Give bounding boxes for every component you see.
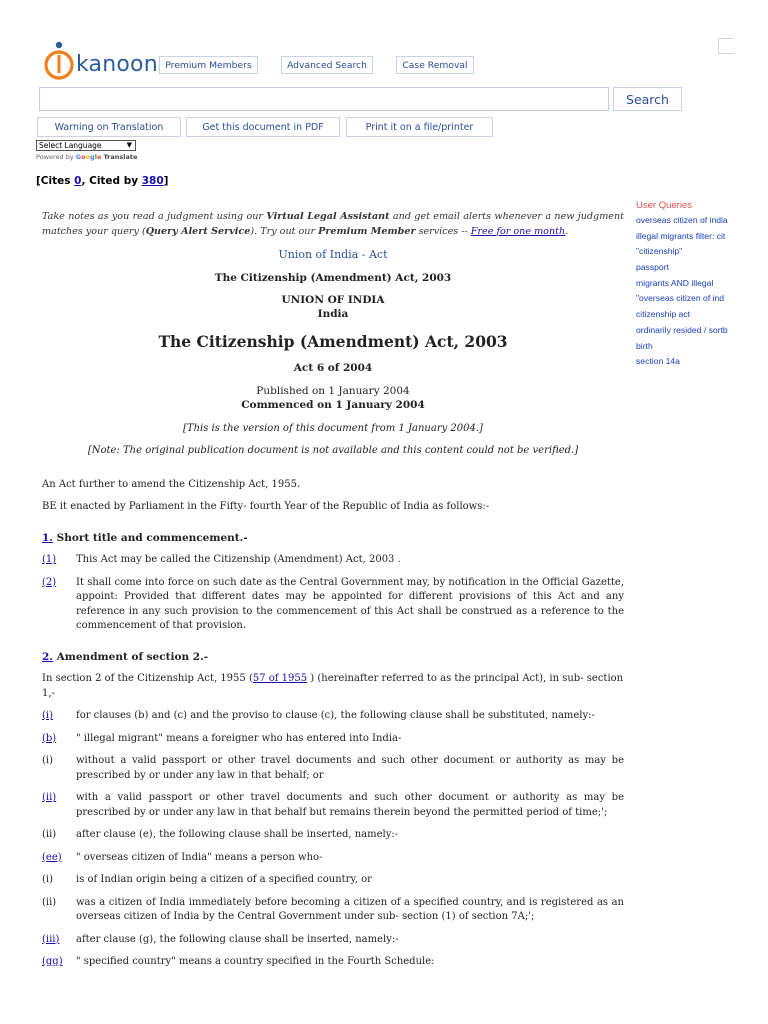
list-item <box>42 754 624 783</box>
promo-text: Take notes as you read a judgment using our <box>42 211 267 222</box>
list-item <box>42 732 624 747</box>
advanced-search-button[interactable]: Advanced Search <box>281 56 373 74</box>
premium-members-button[interactable]: Premium Members <box>159 56 258 74</box>
document-region: UNION OF INDIA <box>281 294 385 306</box>
promo-text: and get email alerts whenever a new judgment matches your query ( <box>42 211 625 237</box>
clause-number-link[interactable]: (1) <box>42 554 57 565</box>
list-item <box>42 873 624 888</box>
cites-middle: , Cited by <box>81 175 142 187</box>
logo-text: kanoon <box>76 52 158 77</box>
clause-text: after clause (e), the following clause shall be inserted, namely:- <box>76 829 399 840</box>
user-query-link[interactable]: section 14a <box>636 356 680 367</box>
list-item <box>42 576 624 634</box>
clause-text: " specified country" means a country specified in the Fourth Schedule: <box>76 956 435 967</box>
section-2-link[interactable]: 2. <box>42 650 53 663</box>
clause-text: after clause (g), the following clause shall be inserted, namely:- <box>76 933 399 945</box>
cites-close: ] <box>163 175 169 187</box>
clause-text: without a valid passport or other travel documents and such other document or authority as may be prescribed by or under any law in that behalf; or <box>76 755 624 781</box>
document-short-title: The Citizenship (Amendment) Act, 2003 <box>214 271 452 284</box>
clause-number-link[interactable]: (ee) <box>42 851 62 863</box>
clause-number-link[interactable]: (ii) <box>42 792 57 803</box>
published-date: Published on 1 January 2004 <box>256 384 410 397</box>
case-removal-button[interactable]: Case Removal <box>396 56 474 74</box>
chevron-down-icon: ▼ <box>126 141 132 149</box>
language-select[interactable] <box>36 140 136 151</box>
document-title: The Citizenship (Amendment) Act, 2003 <box>158 332 508 351</box>
clause-text: is of Indian origin being a citizen of a specified country, or <box>76 874 372 885</box>
document-country: India <box>317 308 349 320</box>
cited-by-count-link[interactable]: 380 <box>141 175 164 187</box>
clause-text: This Act may be called the Citizenship (Amendment) Act, 2003 . <box>76 554 401 565</box>
document-body <box>42 210 624 970</box>
preamble: An Act further to amend the Citizenship Act, 1955. <box>42 478 301 490</box>
list-item <box>42 791 624 820</box>
clause-number: (ii) <box>42 896 57 908</box>
clause-number: (i) <box>42 874 54 885</box>
list-item <box>42 896 624 925</box>
clause-number: (i) <box>42 755 54 766</box>
print-button[interactable]: Print it on a file/printer <box>346 117 493 137</box>
user-query-link[interactable]: ordinarily resided / sortb <box>636 324 728 335</box>
promo-premium-member: Premium Member <box>318 225 416 237</box>
clause-text: with a valid passport or other travel documents and such other document or authority as may be prescribed by or under any law in that behalf but remains therein beyond the permitted period of time;'; <box>76 792 624 818</box>
act-number: Act 6 of 2004 <box>293 362 373 374</box>
cites-open: [Cites <box>36 175 75 187</box>
user-queries-title: User Queries <box>636 200 692 211</box>
user-query-link[interactable]: passport <box>636 262 669 273</box>
get-pdf-button[interactable]: Get this document in PDF <box>186 117 340 137</box>
clause-number: (ii) <box>42 829 57 840</box>
citation-counts <box>36 175 168 187</box>
clause-text: " illegal migrant" means a foreigner who has entered into India- <box>76 732 402 744</box>
clause-number-link[interactable]: (gg) <box>42 956 63 967</box>
indian-kanoon-logo[interactable] <box>42 38 158 84</box>
premium-promo-text <box>42 210 624 239</box>
promo-text: ). Try out our <box>250 225 319 237</box>
user-query-link[interactable]: "overseas citizen of ind <box>636 293 725 304</box>
list-item <box>42 553 624 568</box>
intro-text: ) (hereinafter referred to as the principal Act), in sub- section 1,- <box>42 673 624 699</box>
section-2-heading <box>42 650 624 665</box>
search-button[interactable]: Search <box>613 87 682 111</box>
commenced-date: Commenced on 1 January 2004 <box>241 398 425 411</box>
promo-query-alert: Query Alert Service <box>145 225 251 237</box>
section-1-title: Short title and commencement.- <box>52 531 248 544</box>
clause-text: for clauses (b) and (c) and the proviso to clause (c), the following clause shall be substituted, namely:- <box>76 710 595 721</box>
user-query-link[interactable]: birth <box>636 340 653 351</box>
user-queries-sidebar <box>636 199 734 370</box>
clause-number-link[interactable]: (i) <box>42 710 54 721</box>
list-item <box>42 828 624 843</box>
list-item <box>42 851 624 866</box>
intro-text: In section 2 of the Citizenship Act, 1955 ( <box>42 673 253 684</box>
user-query-link[interactable]: illegal migrants filter: cit <box>636 230 726 241</box>
section-1-heading <box>42 531 624 546</box>
user-query-link[interactable]: citizenship act <box>636 309 690 320</box>
cites-count-link[interactable]: 0 <box>74 175 82 187</box>
act-reference-link[interactable]: 57 of 1955 <box>252 673 308 684</box>
clause-text: " overseas citizen of India" means a person who- <box>76 851 323 863</box>
section-2-intro <box>42 672 624 701</box>
promo-text: services -- <box>415 225 471 237</box>
section-2-title: Amendment of section 2.- <box>52 650 209 663</box>
translate-link[interactable]: Translate <box>103 153 138 161</box>
jurisdiction-heading: Union of India - Act <box>278 248 388 261</box>
promo-text: . <box>565 225 569 237</box>
list-item <box>42 955 624 970</box>
powered-by-label: Powered by <box>36 153 74 161</box>
promo-virtual-assistant: Virtual Legal Assistant <box>266 211 390 222</box>
warning-on-translation-button[interactable]: Warning on Translation <box>37 117 181 137</box>
clause-text: was a citizen of India immediately before becoming a citizen of a specified country, and is registered as an overseas citizen of India by the Central Government under sub- section (1) of section 7A;'; <box>76 896 624 922</box>
clause-text: It shall come into force on such date as the Central Government may, by notification in the Official Gazette, appoint: Provided that different dates may be appointed for different provisions of this Act and any reference in any such provision to the commencement of this Act shall be construed as a reference to the commencement of that provision. <box>76 576 624 631</box>
corner-widget[interactable] <box>718 38 734 54</box>
user-query-link[interactable]: overseas citizen of india <box>636 215 728 225</box>
user-query-link[interactable]: migrants AND illegal <box>636 277 714 288</box>
user-query-link[interactable]: "citizenship" <box>636 246 683 257</box>
clause-number-link[interactable]: (2) <box>42 576 57 588</box>
list-item <box>42 933 624 948</box>
section-1-link[interactable]: 1. <box>42 531 53 544</box>
verification-note: [Note: The original publication document is not available and this content could not be verified.] <box>87 445 579 456</box>
clause-number-link[interactable]: (iii) <box>42 933 60 945</box>
enacting-clause: BE it enacted by Parliament in the Fifty- fourth Year of the Republic of India as follows:- <box>42 501 490 512</box>
language-select-value: Select Language <box>39 141 102 150</box>
clause-number-link[interactable]: (b) <box>42 732 57 744</box>
version-note: [This is the version of this document from 1 January 2004.] <box>183 422 483 434</box>
list-item <box>42 709 624 724</box>
search-input[interactable] <box>39 87 609 111</box>
powered-by-google-translate <box>36 153 137 161</box>
free-trial-link[interactable]: Free for one month <box>470 225 566 237</box>
google-logo-icon: Google <box>75 153 102 161</box>
